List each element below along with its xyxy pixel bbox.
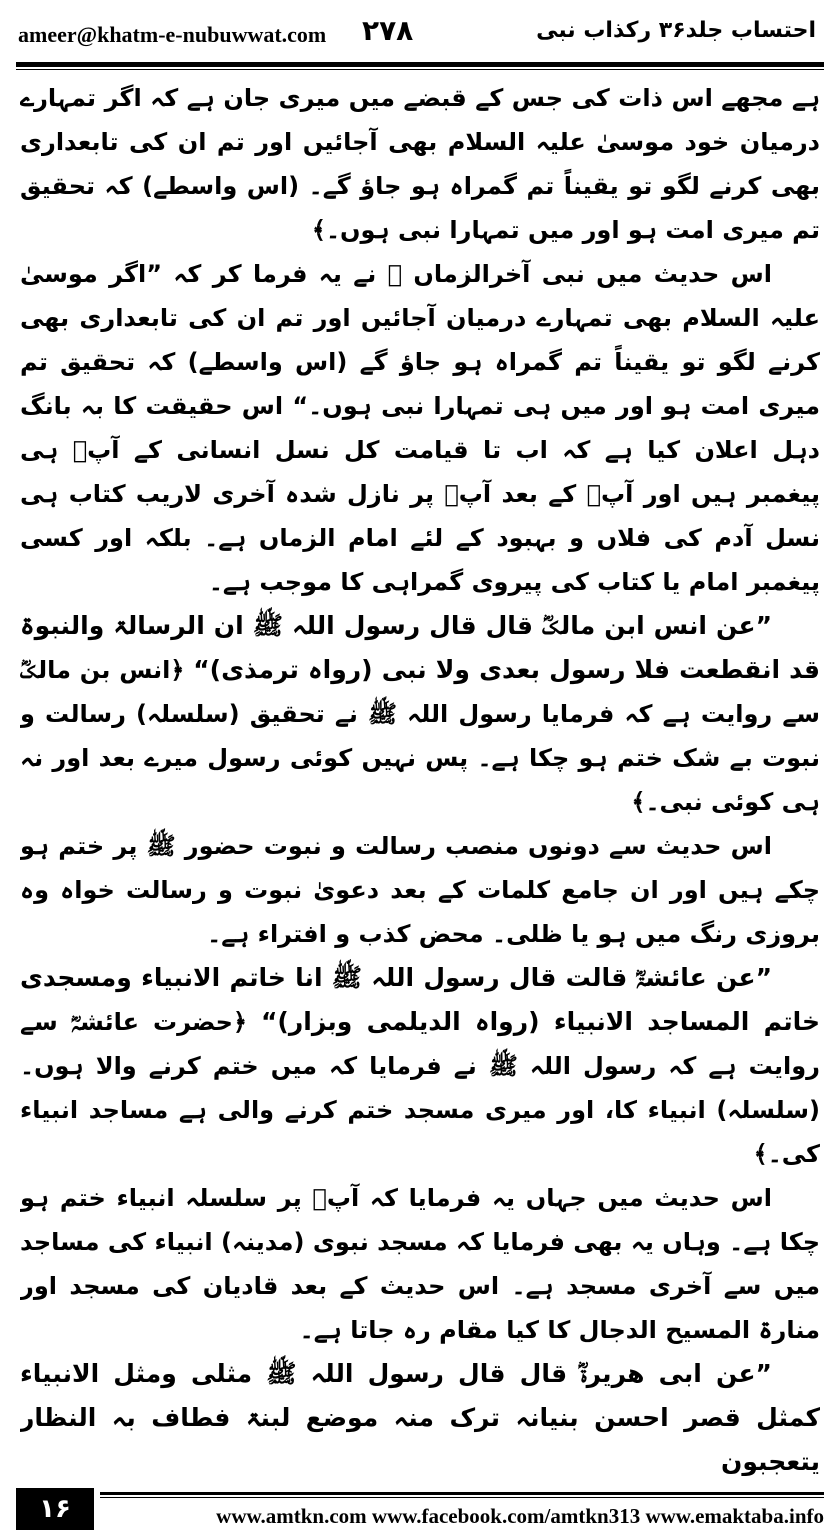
hadith-anas-translation: ﴿انس بن مالکؓ سے روایت ہے کہ فرمایا رسول اللہ ﷺ نے تحقیق (سلسلہ) رسالت و نبوت بے شک ختم ہو چکا ہے۔ پس نہیں کوئی رسول میرے بعد اور نہ ہی کوئی نبی۔﴾ [20, 656, 820, 816]
header-email: ameer@khatm-e-nubuwwat.com [18, 22, 327, 47]
header-book-title: احتساب جلد۳۶ رکذاب نبی [536, 18, 816, 43]
footer-links: www.amtkn.com www.facebook.com/amtkn313 www.emaktaba.info [216, 1504, 824, 1528]
paragraph-1 [20, 76, 820, 252]
hadith-anas [20, 604, 820, 824]
hadith-abu-hurairah [20, 1352, 820, 1476]
header-rule-thick [16, 62, 824, 67]
hadith-aisha-translation: ﴿حضرت عائشہؓ سے روایت ہے کہ رسول اللہ ﷺ نے فرمایا کہ میں ختم کرنے والا ہوں۔ (سلسلہ) انبیاء کا، اور میری مسجد ختم کرنے والی ہے مساجد انبیاء کی۔﴾ [20, 1008, 820, 1168]
hadith-aisha [20, 956, 820, 1176]
header-page-number: ۲۷۸ [362, 14, 414, 47]
paragraph-2 [20, 252, 820, 604]
header-rule-thin [16, 69, 824, 70]
footer-rule-thin [100, 1497, 824, 1498]
paragraph-2-text: اس حدیث میں نبی آخرالزماں ﷺ نے یہ فرما کر کہ ”اگر موسیٰ علیہ السلام بھی تمہارے درمیان آجائیں اور تم ان کی تابعداری بھی کرنے لگو تو یقیناً تم گمراہ ہو جاؤ گے (اس واسطے) کہ تحقیق تم میری امت ہو اور میں ہی تمہارا نبی ہوں۔“ اس حقیقت کا بہ بانگ دہل اعلان کیا ہے کہ اب تا قیامت کل نسل انسانی کے آپؐ ہی پیغمبر ہیں اور آپؐ کے بعد آپؐ پر نازل شدہ آخری لاریب کتاب ہی نسل آدم کی فلاں و بہبود کے لئے امام الزماں ہے۔ بلکہ اور کسی پیغمبر امام یا کتاب کی پیروی گمراہی کا موجب ہے۔ [20, 260, 820, 596]
paragraph-4-text: اس حدیث سے دونوں منصب رسالت و نبوت حضور ﷺ پر ختم ہو چکے ہیں اور ان جامع کلمات کے بعد دعویٰ نبوت و رسالت خواہ وہ بروزی رنگ میں ہو یا ظلی۔ محض کذب و افتراء ہے۔ [20, 832, 820, 948]
paragraph-6-text: اس حدیث میں جہاں یہ فرمایا کہ آپؐ پر سلسلہ انبیاء ختم ہو چکا ہے۔ وہاں یہ بھی فرمایا کہ مسجد نبوی (مدینہ) انبیاء کی مساجد میں سے آخری مسجد ہے۔ اس حدیث کے بعد قادیان کی مسجد اور منارۃ المسیح الدجال کا کیا مقام رہ جاتا ہے۔ [20, 1184, 820, 1344]
page-header [0, 0, 840, 66]
paragraph-6 [20, 1176, 820, 1352]
footer-rule [100, 1492, 824, 1495]
paragraph-1-text: ہے مجھے اس ذات کی جس کے قبضے میں میری جان ہے کہ اگر تمہارے درمیان خود موسیٰ علیہ السلام بھی آجائیں اور تم ان کی تابعداری بھی کرنے لگو تو یقیناً تم گمراہ ہو جاؤ گے۔ (اس واسطے) کہ تحقیق تم میری امت ہو اور میں تمہارا نبی ہوں۔﴾ [20, 84, 820, 244]
footer-page-number: ۱۶ [16, 1488, 94, 1530]
page-body [20, 76, 820, 1476]
paragraph-4 [20, 824, 820, 956]
hadith-abu-hurairah-arabic: ”عن ابی ھریرۃؓ قال قال رسول اللہ ﷺ مثلی ومثل الانبیاء کمثل قصر احسن بنیانہ ترک منہ موضع لبنۃ فطاف بہ النظار یتعجبون [20, 1359, 820, 1476]
hadith-anas-arabic: ”عن انس ابن مالکؓ قال قال رسول اللہ ﷺ ان الرسالۃ والنبوۃ قد انقطعت فلا رسول بعدی ولا نبی (رواہ ترمذی)“ [20, 611, 820, 684]
hadith-aisha-arabic: ”عن عائشۃؓ قالت قال رسول اللہ ﷺ انا خاتم الانبیاء ومسجدی خاتم المساجد الانبیاء (رواہ الدیلمی وبزار)“ [20, 963, 820, 1036]
